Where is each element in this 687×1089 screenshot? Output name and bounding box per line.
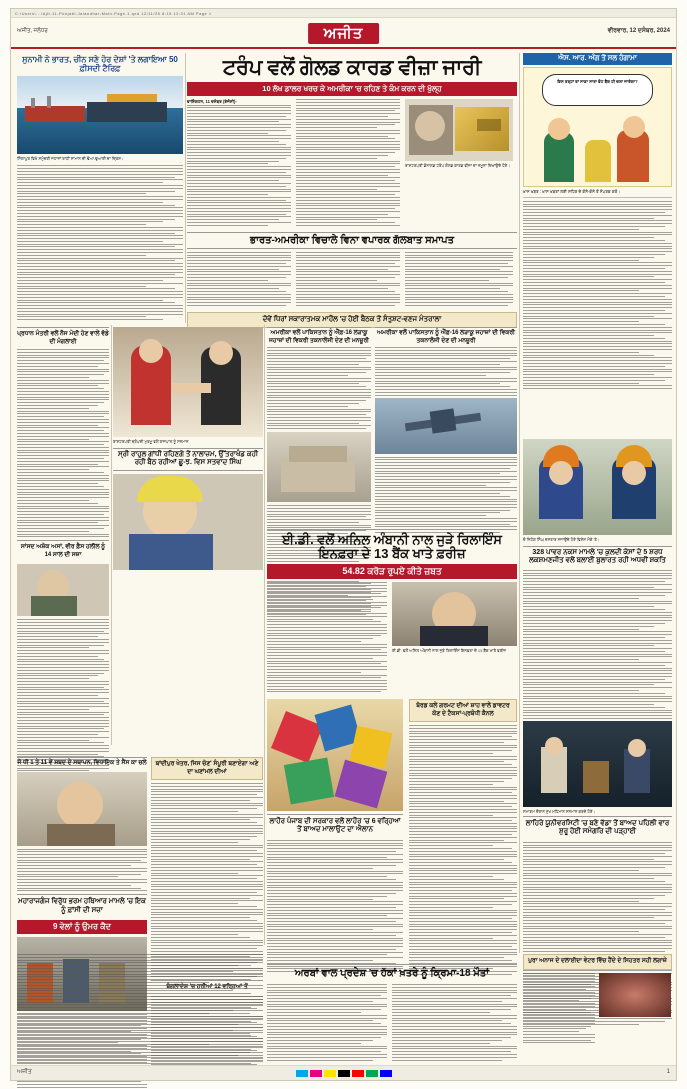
- lead-headline: ਟਰੰਪ ਵਲੋਂ ਗੋਲਡ ਕਾਰਡ ਵੀਜ਼ਾ ਜਾਰੀ: [222, 56, 482, 79]
- festival-photo: [267, 699, 403, 811]
- story-s16-block: [523, 954, 672, 1045]
- story-s4-headline: ਸ੍ਰੀ ਰਾਹੁਲ ਗਾਂਧੀ ਰਹਿਣਗੇ ਤੋਂ ਨਾਲਾਜ਼ਮ, ਉੱਤਰਾਖੰਡ ਕਹੀ ਰਹੀ ਬੈਠ ਰਹੀਆਂ ਛੂ-ਝ. ਵਿਸ ਸਤਵਾਦ ਸਿੰਘ: [113, 448, 263, 471]
- column-rule-4: [185, 53, 186, 323]
- story-ed-headline: ਈ.ਡੀ. ਵਲੋਂ ਅਨਿਲ ਅੰਬਾਨੀ ਨਾਲ ਜੁੜੇ ਰਿਲਾਇੰਸ ਇਨਫ਼ਰਾ ਦੇ 13 ਬੈਂਕ ਖਾਤੇ ਫ਼ਰੀਜ਼: [267, 529, 517, 562]
- story-tariff-body: [17, 163, 183, 320]
- masthead-logo: ਅਜੀਤ: [308, 23, 380, 44]
- story-leader-body: [17, 846, 147, 892]
- masthead-edition: ਅਜੀਤ, ਜਲੰਧਰ: [17, 28, 48, 34]
- left-column-stories: [17, 327, 109, 804]
- story-s13-headline: 328 ਪਾਵਰ ਨਕਸ ਮਾਮਲੇ 'ਚ ਕੁਲਦੀ ਕੇਸਾਂ ਦੇ 5 ਸ਼ਰਧ ਲਕਸ਼ਮਣਜੀਤ ਵਲੋਂ ਬਲਾਈਂ ਬੁਲਾਰਤ ਰਹੀ ਅਧਵੀਂ ਸ਼ਕਤਿ: [523, 546, 672, 568]
- cartoon-side-body: [523, 198, 672, 389]
- printer-strip: C:\Users\...\Ajit-11-Punjabi-Jalandhar-Main-Page-1.qxd 12/11/25 8:15 12:31 AM Page 1: [11, 9, 676, 18]
- story-left-h2: ਸਾਂਸਦ ਅਸ਼ੋਕ ਅਸਾਂ, ਵੀਰ ਫ਼ੈਸ ਹਲੀਲ ਨੂੰ 14 ਸਾਲ ਦੀ ਸਜ਼ਾ: [17, 540, 109, 562]
- lead-body-col1: [187, 105, 291, 226]
- story-president: [113, 327, 263, 570]
- story-s15-headline: ਬੋਰਡ ਕਲੇ ਗਰਮਟ ਦੀਆਂ ਸ਼ਾਹ ਵਾਲੇ ਡਾਵਟਰ ਕੋਣ ਦੇ ਟੈਕਸਾਂ-ਪ੍ਰਬੰਧੀ ਕੈਨਲ: [409, 699, 517, 722]
- story-s5-body: [267, 347, 371, 429]
- story-s5-sub: ਅਮਰੀਕਾ ਵਲੋਂ ਪਾਕਿਸਤਾਨ ਨੂੰ ਐੱਫ਼-16 ਲੜਾਕੂ ਜਹਾਜ਼ਾਂ ਦੀ ਵਿਕਰੀ ਤਕਨਾਲੋਜੀ ਦੇਣ ਦੀ ਮਨਜ਼ੂਰੀ: [267, 327, 371, 347]
- story-s11-headline: ਬਾਂਦੀਪੁਰ ਖੇਤਰ, ਜਿਸ ਚੋਣ' ਸੰਪੂਰੀ ਬਣਾਏਗਾ ਅਣੇ ਦਾ ਘਣਾਂਮਲ ਦੀਆਂ: [151, 757, 263, 780]
- story-s15-block: [409, 699, 517, 977]
- lead-photo: [405, 99, 513, 161]
- footer-bar: [11, 1065, 676, 1080]
- story-f16: [375, 327, 517, 535]
- story-f16-photo: [375, 398, 517, 454]
- story-ed-photo: [392, 582, 517, 646]
- story-s1-headline: ਭਾਰਤ-ਅਮਰੀਕਾ ਵਿਚਾਲੇ ਵਿਨਾ ਵਪਾਰਕ ਗੱਲਬਾਤ ਸਮਾਪਤ: [187, 232, 517, 249]
- story-president-caption: ਰਾਸ਼ਟਰਪਤੀ ਦ੍ਰੋਪਦੀ ਮੁਰਮੂ ਵਲੋਂ ਰਾਜਪਾਲ ਨੂੰ ਸਨਮਾਨ: [113, 439, 189, 444]
- story-ed-col1: [267, 582, 387, 694]
- story-s10-col2: [392, 984, 517, 1062]
- story-s5-photo: [267, 432, 371, 502]
- turban-photo: [523, 439, 672, 535]
- story-left-h1-body: [17, 349, 109, 537]
- story-s1-col3: [405, 252, 513, 308]
- story-s11-body: [151, 780, 263, 977]
- story-tariff-headline: ਸੁਨਾਮੀ ਨੇ ਭਾਰਤ, ਚੀਨ ਸਣੇ ਹੋਰ ਦੇਸ਼ਾਂ 'ਤੇ ਲਗਾਇਆ 50 ਫ਼ੀਸਦੀ ਟੈਰਿਫ਼: [22, 55, 178, 74]
- lead-photo-caption: ਰਾਸ਼ਟਰਪਤੀ ਡੋਨਾਲਡ ਟਰੰਪ ਗੋਲਡ ਕਾਰਡ ਵੀਜ਼ਾ ਦਾ ਨਮੂਨਾ ਦਿਖਾਉਂਦੇ ਹੋਏ।: [405, 163, 510, 169]
- cartoon-caption: ਖ਼ਾਸ ਖ਼ਬਰ : ਖ਼ਾਸ ਖ਼ਬਰਾਂ ਲਈ ਸ਼ਹਿਰ ਦੇ ਕੋਨੇ-ਕੋਨੇ ਤੋਂ ਸੰਪਰਕ ਕਰੋ।: [523, 187, 672, 197]
- story-s2-headline: ਦੋਵੇਂ ਧਿਰਾਂ ਸਕਾਰਾਤਮਕ ਮਾਹੌਲ 'ਚ ਹੋਈ ਬੈਠਕ ਤੋਂ ਸੰਤੁਸ਼ਟ-ਵਣਜ ਮੰਤਰਾਲਾ: [187, 312, 517, 328]
- festival-photo-block: [267, 699, 403, 974]
- turban-caption: ਦੋ ਨਿਹੰਗ ਸਿੰਘ ਦਸਤਾਰ ਸਜਾਉਂਦੇ ਹੋਏ ਵਿਸ਼ੇਸ਼ ਮੌਕੇ 'ਤੇ।: [523, 537, 600, 542]
- bottom-left-body: [17, 954, 263, 1064]
- stage-photo: [523, 721, 672, 807]
- story-f16-body: [375, 347, 517, 396]
- story-s10-block: [267, 964, 517, 1062]
- story-f16-headline: ਅਮਰੀਕਾ ਵਲੋਂ ਪਾਕਿਸਤਾਨ ਨੂੰ ਐੱਫ਼-16 ਲੜਾਕੂ ਜਹਾਜ਼ਾਂ ਦੀ ਵਿਕਰੀ ਤਕਨਾਲੋਜੀ ਦੇਣ ਦੀ ਮਨਜ਼ੂਰੀ: [375, 327, 517, 347]
- story-ed-photo-caption: ਈ.ਡੀ. ਵਲੋਂ ਅਨਿਲ ਅੰਬਾਨੀ ਨਾਲ ਜੁੜੇ ਰਿਲਾਇੰਸ ਇਨਫ਼ਰਾ ਦੇ 13 ਬੈਂਕ ਖਾਤੇ ਫ਼ਰੀਜ਼: [392, 648, 507, 654]
- cartoon-art: [523, 67, 672, 187]
- footer-page-number: 1: [666, 1069, 670, 1075]
- lead-subhead: 10 ਲੱਖ ਡਾਲਰ ਖਰਚ ਕੇ ਅਮਰੀਕਾ 'ਚ ਰਹਿਣ ਤੇ ਕੰਮ ਕਰਨ ਦੀ ਖੁੱਲ੍ਹ: [187, 82, 517, 96]
- story-s1-col1: [187, 252, 291, 308]
- story-s8-kicker: 9 ਵੇਲਾਂ ਨੂੰ ਉਮਰ ਕੈਦ: [17, 920, 147, 934]
- story-s9-body: [267, 838, 403, 972]
- column-rule-2: [264, 325, 265, 945]
- color-registration-bar: [296, 1070, 392, 1077]
- story-s4-photo: [113, 474, 263, 570]
- story-s14-headline: ਲਾਹਿਰੇ ਯੂਨੀਵਰਸਿਟੀ 'ਚ ਬਣੇ ਵੱਡਾ ਤੋਂ ਬਾਅਦ ਪਹਿਲੀ ਵਾਰ ਸ਼ੁਰੂ ਹੋਈ ਸਮੰਗਰਿ ਦੀ ਪੜ੍ਹਾਈ: [523, 816, 672, 840]
- paper-sheet: [10, 8, 677, 1081]
- story-s16-headline: ਪੁਰਾ ਅਨਾਜ ਦੇ ਦਲਾਈਦਾ ਵੇਟਰ ਵਿੱਚ ਹੈਂਦੇ ਦੇ ਸਿਹਤਰ ਸਹੀ ਲਗਾਜ਼ੇ: [523, 954, 672, 970]
- story-s10-headline: ਅਰਬਾਂ ਵਾਲ ਪ੍ਰਦੇਸ਼ 'ਚ ਹੱਕਾਂ ਖ਼ਤਰੇ ਨੂੰ ਕ੍ਰਿਮਾ-18 ਮੌਤਾਂ: [267, 964, 517, 982]
- story-s10-col1: [267, 984, 387, 1062]
- story-s1-col2: [296, 252, 400, 308]
- cartoon-header: ਐਸ. ਆਰ. ਅੰਗ ਤੋਂ ਸਲ ਹੰਗਾਮਾ: [523, 53, 672, 65]
- story-s15-body: [409, 722, 517, 975]
- story-s9-headline: ਲਾਹੌਰ ਪੰਜਾਬ ਦੀ ਸਰਕਾਰ ਵਲੋਂ ਲਾਹੌਰ 'ਚ 6 ਵਰ੍ਹਿਆਂ ਤੋਂ ਬਾਅਦ ਮਾਲਾਉਟ ਦਾ ਐਲਾਨ: [267, 814, 403, 838]
- stage-caption: ਸਮਾਗਮ ਦੌਰਾਨ ਮੁੱਖ ਮਹਿਮਾਨ ਸਨਮਾਨ ਕਰਦੇ ਹੋਏ।: [523, 809, 596, 814]
- story-left-h2-photo: [17, 564, 109, 616]
- masthead: [11, 19, 676, 49]
- story-tariff-photo: [17, 76, 183, 154]
- story-f16-body2: [375, 454, 517, 534]
- story-president-photo: [113, 327, 263, 437]
- lead-byline: ਵਾਸ਼ਿੰਗਟਨ, 11 ਦਸੰਬਰ (ਏਜੰਸੀ)-: [187, 99, 237, 105]
- story-ed-ambani: [267, 529, 517, 694]
- masthead-date: ਵੀਰਵਾਰ, 12 ਦਸੰਬਰ, 2024: [607, 28, 670, 34]
- story-ed-kicker: 54.82 ਕਰੋੜ ਰੁਪਏ ਕੀਤੇ ਜ਼ਬਤ: [267, 564, 517, 579]
- column-rule-1: [111, 325, 112, 745]
- story-s7-headline: ਜੋ ਧੀ 1 ਤੇ 11 ਵੇਂ ਸ਼ਬਦ ਦੇ ਸਥਾਪਨ, ਵਿਧਾਇਕ ਤੇ ਸੈਂਸ ਕਾ ਚਲੇ: [17, 757, 147, 770]
- footer-left: ਅਜੀਤ: [17, 1069, 32, 1075]
- cartoon-box: [523, 53, 672, 391]
- story-tariff: [17, 53, 183, 322]
- story-leader-photo: [17, 772, 147, 846]
- story-s8-headline: ਮਹਾਰਾਜਗੰਜ ਵਿਰੁੱਧ ਭਰਮ ਹਥਿਆਰ ਮਾਮਲੇ 'ਚ ਇਕ ਨੂੰ ਫ਼ਾਂਸੀ ਦੀ ਸਜ਼ਾ: [17, 894, 147, 918]
- cartoon-bubble: ਇਸ ਤਰ੍ਹਾਂ ਤਾਂ ਸਾਡਾ ਸਾਰਾ ਵੋਟ ਬੈਂਕ ਹੀ ਚਲਾ ਜਾਏਗਾ?: [557, 79, 638, 85]
- bottom-left-block: [17, 954, 263, 1066]
- story-s16-photo: [599, 973, 671, 1017]
- story-left-h1: ਪ੍ਰਧਾਨ ਮੰਤਰੀ ਵਲੋਂ ਨੌਜ ਮੋਦੀ ਹੋਣ ਵਾਲੇ ਵੱਡੇ ਦੀ ਮੰਗਲਾਈ: [17, 327, 109, 349]
- lead-body-col2: [296, 99, 400, 226]
- story-tariff-caption: ਸਿੰਗਾਪੁਰ ਵਿਖੇ ਸਮੁੰਦਰੀ ਜਹਾਜ਼ਾਂ ਰਾਹੀਂ ਸਾਮਾਨ ਦੀ ਢੋਆ-ਢੁਆਈ ਦਾ ਦ੍ਰਿਸ਼।: [17, 156, 124, 162]
- lead-story: [187, 53, 517, 328]
- column-rule-3: [519, 53, 520, 953]
- story-s16-col1: [523, 973, 595, 1046]
